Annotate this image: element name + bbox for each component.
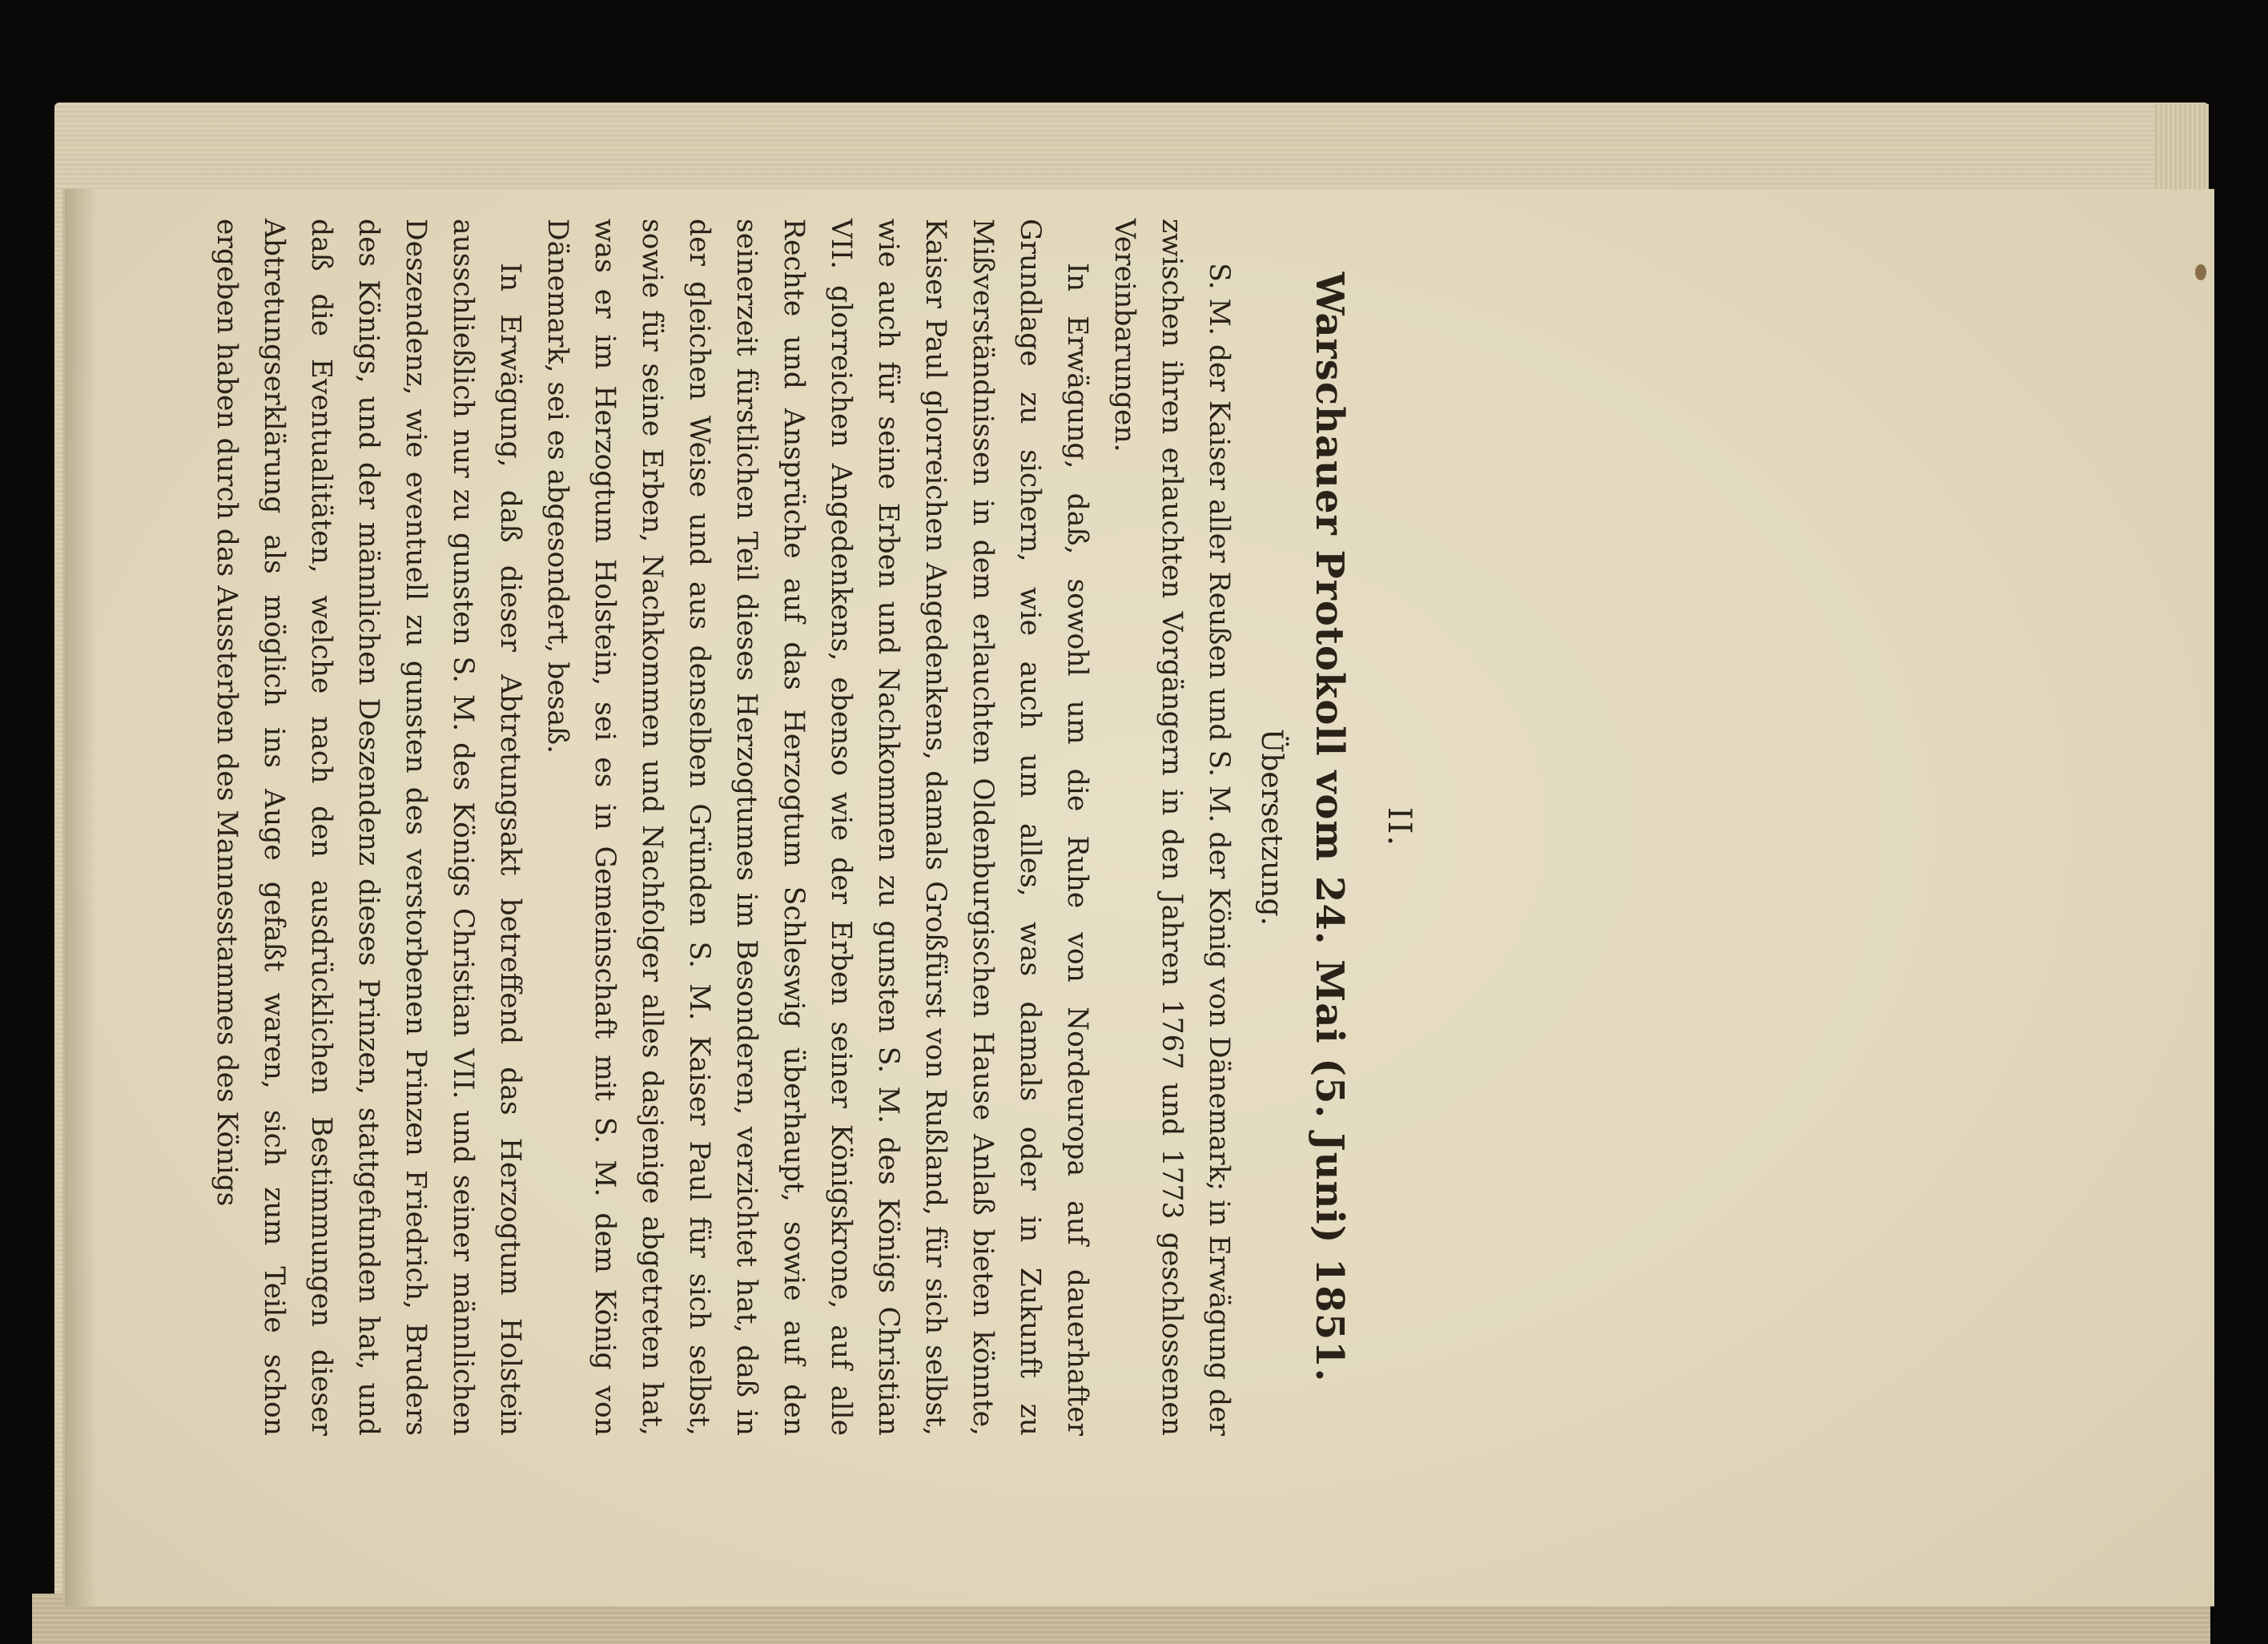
paragraph-3: In Erwägung, daß dieser Abtretungsakt betreffend das Herzogtum Holstein ausschließlich nur zu gunsten S. M. des Königs Christian VII. und seiner männlichen Deszendenz, wie eventuell zu gunsten des verstorbenen Prinzen Friedrich, Bruders des Königs, und der männlichen Deszendenz dieses Prinzen, stattgefunden hat, und daß die Eventualitäten, welche nach den ausdrücklichen Bestimmungen dieser Abtretungserklärung als möglich ins Auge gefaßt waren, sich zum Teile schon ergeben haben durch das Aussterben des Mannesstammes des Königs: [211, 219, 526, 1436]
page-stain: [2195, 264, 2206, 280]
rotated-text-block: [211, 219, 1418, 1436]
paragraph-2: In Erwägung, daß, sowohl um die Ruhe von Nordeuropa auf dauerhafter Grundlage zu sichern, wie auch um alles, was damals oder in Zukunft zu Mißverständnissen in dem erlauchten Oldenburgischen Hause Anlaß bieten könnte, Kaiser Paul glorreichen Angedenkens, damals Großfürst von Rußland, für sich selbst, wie auch für seine Erben und Nachkommen zu gunsten S. M. des Königs Christian VII. glorreichen Angedenkens, ebenso wie der Erben seiner Königskrone, auf alle Rechte und Ansprüche auf das Herzogtum Schleswig überhaupt, sowie auf den seinerzeit fürstlichen Teil dieses Herzogtumes im Besonderen, verzichtet hat, daß in der gleichen Weise und aus denselben Gründen S. M. Kaiser Paul für sich selbst, sowie für seine Erben, Nachkommen und Nachfolger alles dasjenige abgetreten hat, was er im Herzogtum Holstein, sei es in Gemeinschaft mit S. M. dem König von Dänemark, sei es abgesondert, besaß.: [541, 219, 1093, 1436]
document-numeral: II.: [1381, 806, 1418, 848]
paragraph-1: S. M. der Kaiser aller Reußen und S. M. der König von Dänemark; in Erwägung der zwischen ihren erlauchten Vorgängern in den Jahren 1767 und 1773 geschlossenen Vereinbarungen.: [1108, 219, 1235, 1436]
gutter-shadow: [65, 189, 97, 1606]
document-subtitle: Übersetzung.: [1255, 729, 1288, 926]
document-title: Warschauer Protokoll vom 24. Mai (5. Juni) 1851.: [1307, 271, 1352, 1383]
